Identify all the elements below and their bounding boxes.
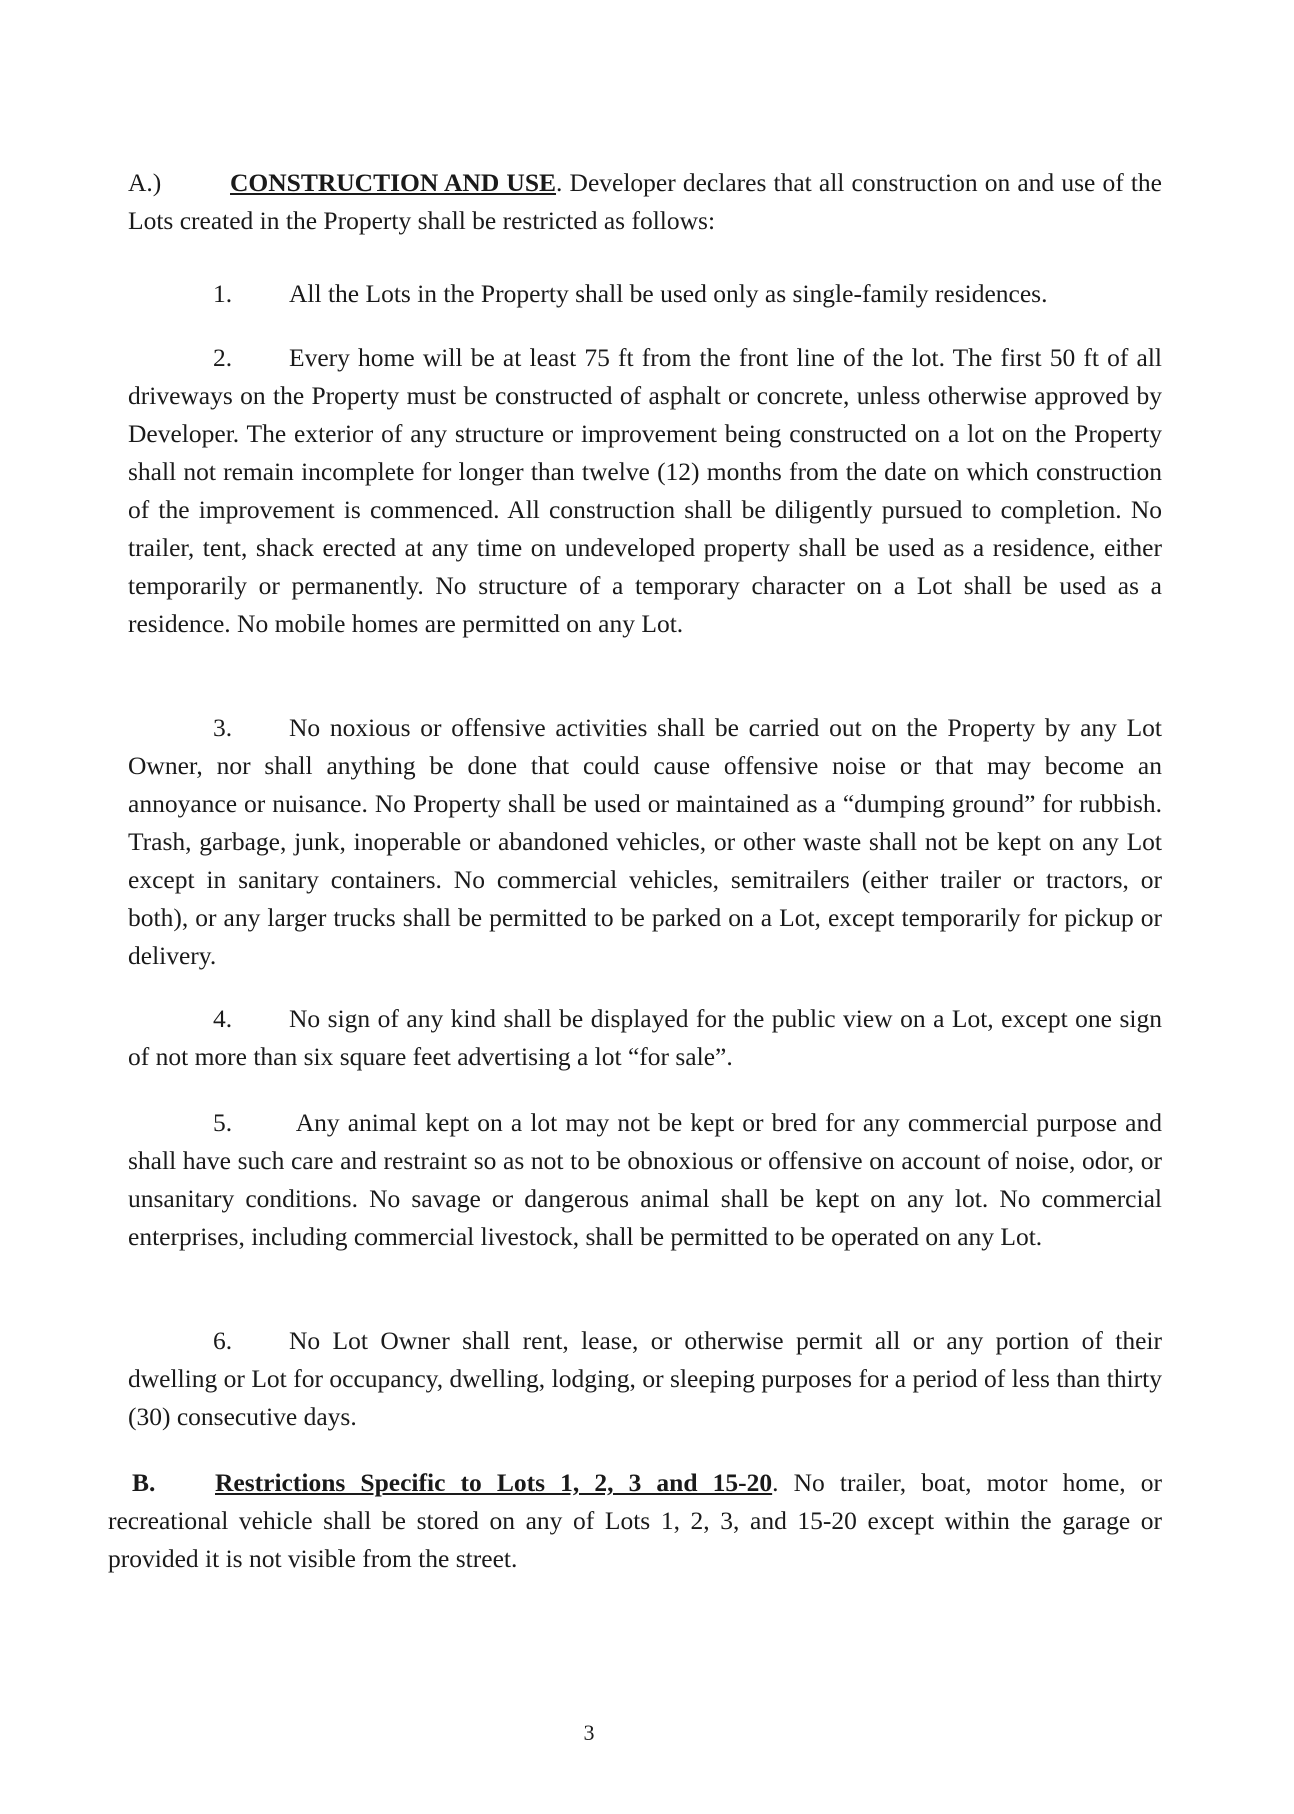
item-number: 2. — [213, 343, 233, 372]
item-number: 6. — [213, 1326, 233, 1355]
section-a-paragraph — [128, 164, 1162, 240]
section-a-label: A.) — [128, 168, 162, 197]
list-item-3 — [128, 709, 1162, 975]
item-text: All the Lots in the Property shall be used only as single-family residences. — [289, 279, 1048, 308]
section-a-text: . Developer declares that all construction on and use of the Lots created in the Property shall be restricted as follows: — [128, 168, 1162, 235]
item-number: 5. — [213, 1108, 233, 1137]
section-b-paragraph: B. Restrictions Specific to Lots 1, 2, 3 and 15-20. No trailer, boat, motor home, or recreational vehicle shall be stored on any of Lots 1, 2, 3, and 15-20 except within the garage or provided it is not visible from the street. — [108, 1468, 1162, 1573]
section-b-text: . No trailer, boat, motor home, or recreational vehicle shall be stored on any of Lots 1, 2, 3, and 15-20 except within the garage or provided it is not visible from the street. — [108, 1468, 1162, 1573]
section-a-heading: CONSTRUCTION AND USE — [230, 168, 557, 197]
item-number: 4. — [213, 1004, 233, 1033]
item-number: 3. — [213, 713, 233, 742]
item-text: No noxious or offensive activities shall be carried out on the Property by any Lot Owner, nor shall anything be done that could cause offensive noise or that may become an annoyance or nuisance. No Property shall be used or maintained as a “dumping ground” for rubbish. Trash, garbage, junk, inoperable or abandoned vehicles, or other waste shall not be kept on any Lot except in sanitary containers. No commercial vehicles, semitrailers (either trailer or tractors, or both), or any larger trucks shall be permitted to be parked on a Lot, except temporarily for pickup or delivery. — [128, 713, 1162, 970]
list-item-5 — [128, 1104, 1162, 1256]
page-number: 3 — [583, 1720, 595, 1745]
list-item-4 — [128, 1000, 1162, 1076]
item-number: 1. — [213, 279, 233, 308]
list-item-6 — [128, 1322, 1162, 1436]
item-text: No sign of any kind shall be displayed for the public view on a Lot, except one sign of not more than six square feet advertising a lot “for sale”. — [128, 1004, 1162, 1071]
section-b-heading: Restrictions Specific to Lots 1, 2, 3 and 15-20 — [215, 1468, 773, 1497]
item-text: Every home will be at least 75 ft from the front line of the lot. The first 50 ft of all driveways on the Property must be constructed of asphalt or concrete, unless otherwise approved by Developer. The exterior of any structure or improvement being constructed on a lot on the Property shall not remain incomplete for longer than twelve (12) months from the date on which construction of the improvement is commenced. All construction shall be diligently pursued to completion. No trailer, tent, shack erected at any time on undeveloped property shall be used as a residence, either temporarily or permanently. No structure of a temporary character on a Lot shall be used as a residence. No mobile homes are permitted on any Lot. — [128, 343, 1162, 638]
list-item-2 — [128, 339, 1162, 643]
list-item-1 — [128, 275, 1162, 313]
item-text: Any animal kept on a lot may not be kept or bred for any commercial purpose and shall have such care and restraint so as not to be obnoxious or offensive on account of noise, odor, or unsanitary conditions. No savage or dangerous animal shall be kept on any lot. No commercial enterprises, including commercial livestock, shall be permitted to be operated on any Lot. — [128, 1108, 1162, 1251]
item-text: No Lot Owner shall rent, lease, or otherwise permit all or any portion of their dwelling or Lot for occupancy, dwelling, lodging, or sleeping purposes for a period of less than thirty (30) consecutive days. — [128, 1326, 1162, 1431]
